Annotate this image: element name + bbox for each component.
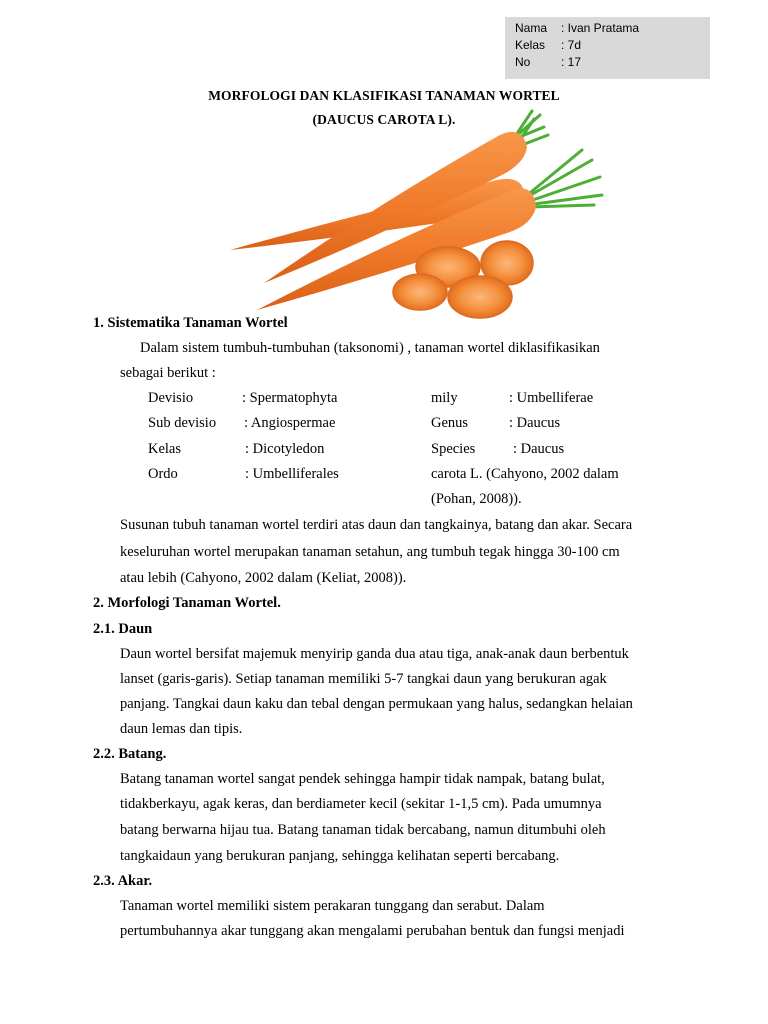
- nama-label: Nama: [515, 21, 548, 35]
- taxonomy-value: : Spermatophyta: [242, 390, 338, 406]
- daun-heading: 2.1. Daun: [93, 621, 153, 637]
- taxonomy-value: : Daucus: [509, 415, 561, 431]
- info-row-no: [515, 54, 581, 71]
- no-value: : 17: [561, 55, 582, 69]
- no-label: No: [515, 55, 531, 69]
- batang-heading: 2.2. Batang.: [93, 746, 167, 762]
- species-citation: (Pohan, 2008)).: [431, 491, 522, 507]
- batang-paragraph-line: tidakberkayu, agak keras, dan berdiameter kecil (sekitar 1-1,5 cm). Pada umumnya: [120, 796, 602, 812]
- daun-paragraph-line: lanset (garis-garis). Setiap tanaman memiliki 5-7 tangkai daun yang berukuran agak: [120, 671, 607, 687]
- section1-intro: sebagai berikut :: [120, 365, 216, 381]
- section2-heading: 2. Morfologi Tanaman Wortel.: [93, 595, 281, 611]
- taxonomy-label: Sub devisio: [148, 415, 217, 431]
- info-row-kelas: [515, 37, 581, 54]
- daun-paragraph-line: panjang. Tangkai daun kaku dan tebal dengan permukaan yang halus, sedangkan helaian: [120, 696, 633, 712]
- taxonomy-value: : Umbelliferae: [509, 390, 594, 406]
- daun-paragraph-line: daun lemas dan tipis.: [120, 721, 243, 737]
- section1-body: atau lebih (Cahyono, 2002 dalam (Keliat, 2008)).: [120, 570, 407, 586]
- akar-paragraph-line: Tanaman wortel memiliki sistem perakaran tunggang dan serabut. Dalam: [120, 898, 545, 914]
- page-subtitle: (DAUCUS CAROTA L).: [312, 112, 456, 127]
- taxonomy-label: Ordo: [148, 466, 178, 482]
- taxonomy-value: : Daucus: [513, 441, 565, 457]
- taxonomy-label: Species: [431, 441, 476, 457]
- taxonomy-label: mily: [431, 390, 458, 406]
- section1-heading: 1. Sistematika Tanaman Wortel: [93, 315, 288, 331]
- carrot-slice: [448, 276, 512, 318]
- daun-paragraph-line: Daun wortel bersifat majemuk menyirip ganda dua atau tiga, anak-anak daun berbentuk: [120, 646, 629, 662]
- taxonomy-label: Kelas: [148, 441, 182, 457]
- taxonomy-label: Genus: [431, 415, 469, 431]
- batang-paragraph-line: Batang tanaman wortel sangat pendek sehingga hampir tidak nampak, batang bulat,: [120, 771, 605, 787]
- carrot-slice: [393, 274, 447, 310]
- taxonomy-value: : Angiospermae: [244, 415, 336, 431]
- akar-paragraph-line: pertumbuhannya akar tunggang akan mengalami perubahan bentuk dan fungsi menjadi: [120, 923, 625, 939]
- akar-heading: 2.3. Akar.: [93, 873, 153, 889]
- species-continuation: carota L. (Cahyono, 2002 dalam: [431, 466, 619, 482]
- taxonomy-value: : Umbelliferales: [245, 466, 339, 482]
- carrot-illustration-icon: [222, 105, 612, 327]
- section1-body: Susunan tubuh tanaman wortel terdiri atas daun dan tangkainya, batang dan akar. Secara: [120, 517, 633, 533]
- batang-paragraph-line: tangkaidaun yang berukuran panjang, sehingga kelihatan seperti bercabang.: [120, 848, 560, 864]
- taxonomy-label: Devisio: [148, 390, 194, 406]
- taxonomy-value: : Dicotyledon: [245, 441, 325, 457]
- batang-paragraph-line: batang berwarna hijau tua. Batang tanaman tidak bercabang, namun ditumbuhi oleh: [120, 822, 606, 838]
- section1-intro: Dalam sistem tumbuh-tumbuhan (taksonomi) , tanaman wortel diklasifikasikan: [140, 340, 600, 356]
- kelas-label: Kelas: [515, 38, 546, 52]
- page-title: MORFOLOGI DAN KLASIFIKASI TANAMAN WORTEL: [208, 88, 560, 103]
- kelas-value: : 7d: [561, 38, 582, 52]
- info-row-nama: [515, 20, 639, 37]
- section1-body: keseluruhan wortel merupakan tanaman setahun, ang tumbuh tegak hingga 30-100 cm: [120, 544, 620, 560]
- student-info-box: [505, 17, 710, 79]
- nama-value: : Ivan Pratama: [561, 21, 640, 35]
